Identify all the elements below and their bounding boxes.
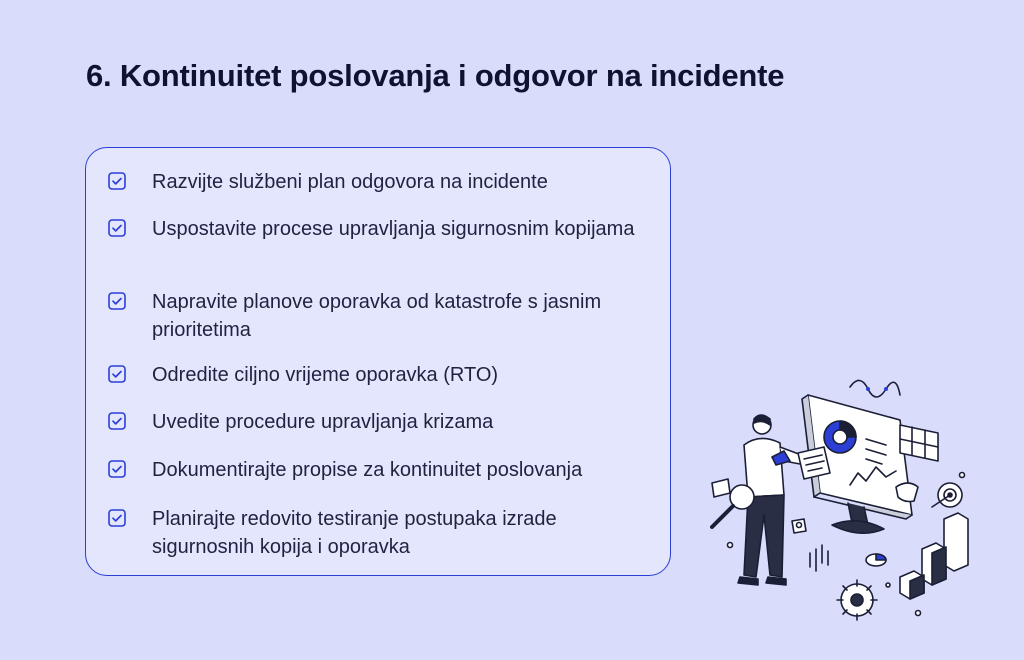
- checkbox-checked-icon: [108, 365, 126, 383]
- person-analyzing-dashboard-illustration: [700, 375, 990, 625]
- checkbox-checked-icon: [108, 172, 126, 190]
- checklist-item: [108, 288, 648, 344]
- checklist-item-text: Dokumentirajte propise za kontinuitet poslovanja: [152, 459, 583, 481]
- checkbox-checked-icon: [108, 412, 126, 430]
- checklist-item: [108, 361, 648, 389]
- checklist-item: [108, 505, 648, 561]
- checklist-item: [108, 168, 648, 196]
- checklist-item-text: Uvedite procedure upravljanja krizama: [152, 411, 494, 433]
- checklist-item: [108, 215, 648, 243]
- checklist-item: [108, 456, 648, 484]
- checklist-card: [85, 147, 671, 576]
- checkbox-checked-icon: [108, 292, 126, 310]
- checklist-item-text: Razvijte službeni plan odgovora na incidente: [152, 171, 548, 193]
- checkbox-checked-icon: [108, 460, 126, 478]
- checklist-item-text: Planirajte redovito testiranje postupaka izrade sigurnosnih kopija i oporavka: [152, 508, 557, 558]
- checklist-item: [108, 408, 648, 436]
- checkbox-checked-icon: [108, 219, 126, 237]
- checklist-item-text: Uspostavite procese upravljanja sigurnosnim kopijama: [152, 218, 635, 240]
- checklist-item-text: Napravite planove oporavka od katastrofe s jasnim prioritetima: [152, 291, 602, 341]
- page-title: 6. Kontinuitet poslovanja i odgovor na incidente: [86, 58, 785, 93]
- checkbox-checked-icon: [108, 509, 126, 527]
- checklist-item-text: Odredite ciljno vrijeme oporavka (RTO): [152, 364, 499, 386]
